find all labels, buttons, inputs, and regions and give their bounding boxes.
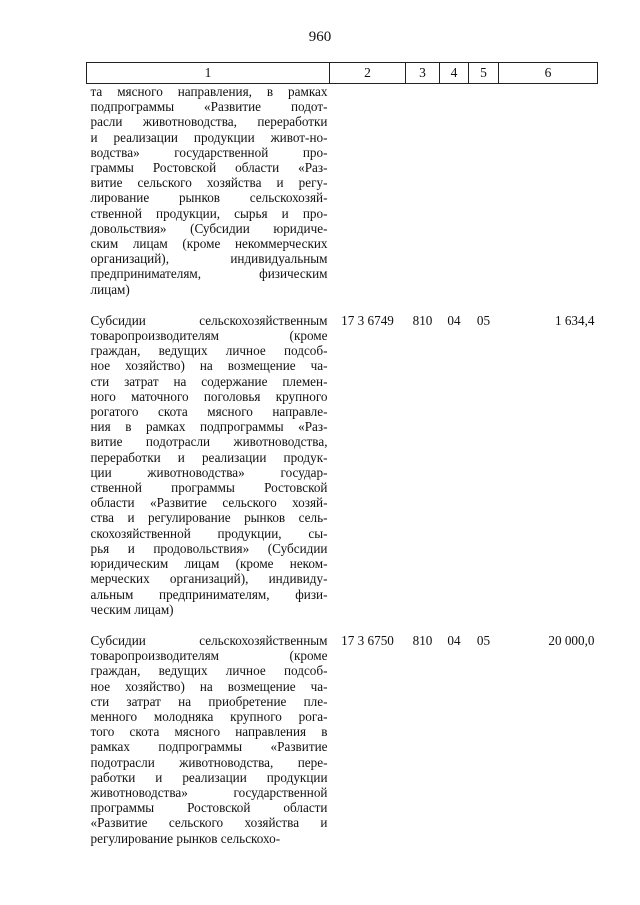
target-code-cell: 17 3 6749	[341, 312, 394, 328]
table-row	[87, 633, 598, 846]
description-line: ное хозяйство) на возмещение ча-	[90, 358, 328, 374]
description-line: и реализации продукции живот-но-	[90, 129, 328, 145]
description-line: ственной программы Ростовской	[90, 480, 328, 496]
description-line: сти затрат на содержание племен-	[90, 373, 328, 389]
description-line: довольствия» (Субсидии юридиче-	[90, 220, 328, 236]
description-line: граждан, ведущих личное подсоб-	[90, 663, 328, 679]
target-code-cell	[330, 84, 406, 297]
amount-cell: 1 634,4	[554, 312, 595, 328]
description-line: товаропроизводителям (кроме	[90, 328, 328, 344]
description-line: скохозяйственной продукции, сы-	[90, 525, 328, 541]
description-line: альным предпринимателям, физи-	[90, 586, 328, 602]
description-line: регулирование рынков сельскохо-	[90, 830, 281, 846]
expense-type-cell: 810	[412, 312, 433, 328]
description-line: Субсидии сельскохозяйственным	[90, 312, 328, 328]
amount-cell: 20 000,0	[548, 632, 595, 648]
description-cell	[87, 84, 330, 297]
description-line: лирование рынков сельскохозяй-	[90, 190, 328, 206]
description-line: товаропроизводителям (кроме	[90, 648, 328, 664]
description-line: юридическим лицам (кроме неком-	[90, 556, 328, 572]
description-line: рогатого скота мясного направле-	[90, 404, 328, 420]
description-line: ства и регулирование рынков сель-	[90, 510, 328, 526]
description-cell	[87, 633, 330, 846]
description-line: ния в рамках подпрограммы «Раз-	[90, 419, 328, 435]
description-line: подотрасли животноводства, пере-	[90, 754, 328, 770]
description-line: та мясного направления, в рамках	[90, 84, 328, 99]
header-col-3: 3	[406, 63, 440, 84]
expense-type-cell: 810	[412, 632, 433, 648]
description-line: того скота мясного направления в	[90, 724, 328, 740]
description-line: ное хозяйство) на возмещение ча-	[90, 678, 328, 694]
description-line: водства» государственной про-	[90, 144, 328, 160]
description-line: области «Развитие сельского хозяй-	[90, 495, 328, 511]
description-line: мерческих организаций), индивиду-	[90, 571, 328, 587]
header-col-2: 2	[330, 63, 406, 84]
description-line: организаций), индивидуальным	[90, 251, 328, 267]
description-line: менного молодняка крупного рога-	[90, 708, 328, 724]
expense-type-cell	[406, 84, 440, 297]
budget-table	[86, 62, 598, 846]
table-row	[87, 84, 598, 297]
subsection-cell: 05	[476, 632, 491, 648]
description-line: подпрограммы «Развитие подот-	[90, 99, 328, 115]
description-line: переработки и реализации продук-	[90, 449, 328, 465]
description-line: сти затрат на приобретение пле-	[90, 693, 328, 709]
description-line: животноводства» государственной	[90, 784, 328, 800]
amount-cell	[499, 84, 598, 297]
header-col-1: 1	[87, 63, 330, 84]
description-line: ским лицам (кроме некоммерческих	[90, 236, 328, 252]
description-line: «Развитие сельского хозяйства и	[90, 815, 328, 831]
table-body	[87, 84, 598, 846]
section-cell	[440, 84, 469, 297]
subsection-cell	[469, 84, 499, 297]
description-line: рамках подпрограммы «Развитие	[90, 739, 328, 755]
description-line: работки и реализации продукции	[90, 769, 328, 785]
section-cell: 04	[447, 632, 461, 648]
description-cell	[87, 313, 330, 617]
description-line: витие подотрасли животноводства,	[90, 434, 328, 450]
description-line: программы Ростовской области	[90, 800, 328, 816]
description-line: ственной продукции, сырья и про-	[90, 205, 328, 221]
description-line: Субсидии сельскохозяйственным	[90, 632, 328, 648]
section-cell: 04	[447, 312, 461, 328]
description-line: граммы Ростовской области «Раз-	[90, 160, 328, 176]
description-line: лицам)	[90, 281, 130, 297]
table-header-row	[87, 63, 598, 84]
header-col-6: 6	[499, 63, 598, 84]
description-line: ческим лицам)	[90, 601, 174, 617]
target-code-cell: 17 3 6750	[341, 632, 394, 648]
subsection-cell: 05	[476, 312, 491, 328]
page-number: 960	[308, 29, 332, 45]
description-line: ции животноводства» государ-	[90, 464, 328, 480]
description-line: рья и продовольствия» (Субсидии	[90, 540, 328, 556]
header-col-4: 4	[440, 63, 469, 84]
description-line: витие сельского хозяйства и регу-	[90, 175, 328, 191]
description-line: граждан, ведущих личное подсоб-	[90, 343, 328, 359]
description-line: расли животноводства, переработки	[90, 114, 328, 130]
header-col-5: 5	[469, 63, 499, 84]
description-line: предпринимателям, физическим	[90, 266, 328, 282]
description-line: ного маточного поголовья крупного	[90, 388, 328, 404]
table-row	[87, 313, 598, 617]
